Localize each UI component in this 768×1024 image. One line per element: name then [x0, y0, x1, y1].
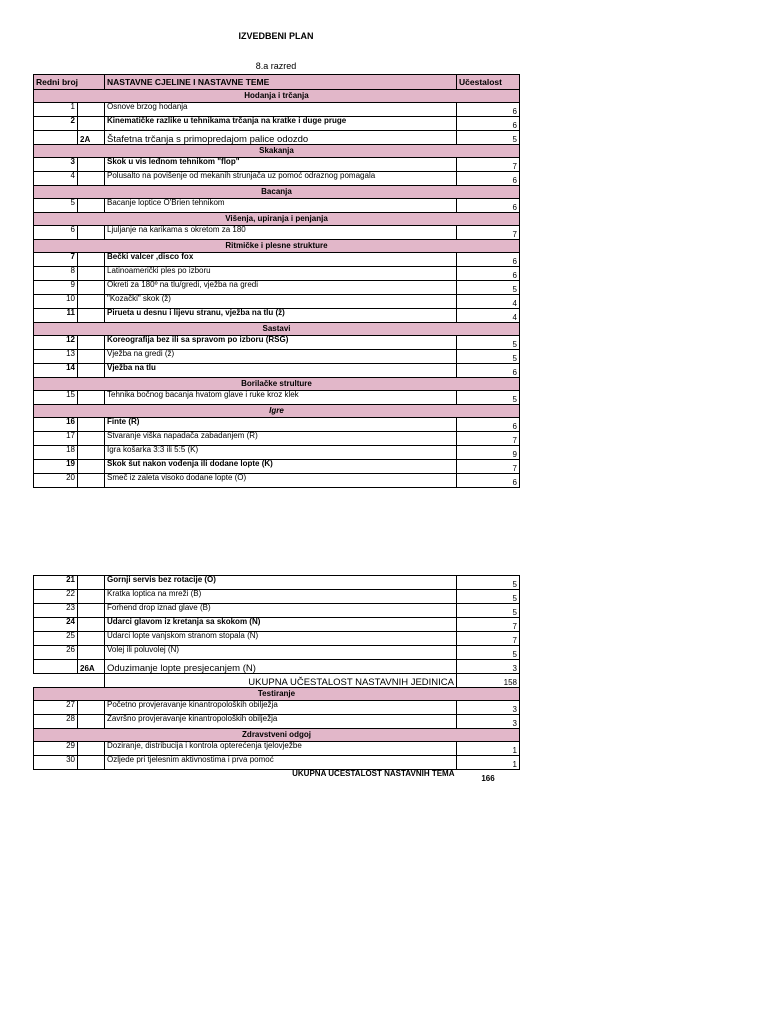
frequency-value: 7: [457, 432, 520, 446]
row-subnumber: [78, 715, 105, 729]
row-number: 9: [34, 281, 78, 295]
frequency-value: 7: [457, 460, 520, 474]
row-subnumber: [78, 226, 105, 240]
section-row: [34, 323, 520, 336]
page-title: IZVEDBENI PLAN: [238, 31, 314, 41]
table-row: [34, 364, 520, 378]
row-subnumber: [78, 309, 105, 323]
section-row: [34, 729, 520, 742]
row-subnumber: [78, 418, 105, 432]
row-subnumber: [78, 590, 105, 604]
section-label: Zdravstveni odgoj: [34, 729, 520, 742]
table-row: [34, 660, 520, 674]
frequency-value: 6: [457, 199, 520, 213]
topic-text: Gornji servis bez rotacije (O): [105, 576, 457, 590]
frequency-value: 5: [457, 590, 520, 604]
table-row: [34, 295, 520, 309]
row-subnumber: [78, 604, 105, 618]
frequency-value: 5: [457, 646, 520, 660]
row-number: 4: [34, 172, 78, 186]
section-label: Igre: [34, 405, 520, 418]
topic-text: Smeč iz zaleta visoko dodane lopte (O): [105, 474, 457, 488]
table-row: [34, 391, 520, 405]
row-subnumber: [78, 742, 105, 756]
table-row: [34, 701, 520, 715]
row-subnumber: [78, 199, 105, 213]
row-number: 14: [34, 364, 78, 378]
row-number: 12: [34, 336, 78, 350]
row-number: 8: [34, 267, 78, 281]
subtotal-spacer: [34, 674, 105, 688]
table-row: [34, 172, 520, 186]
row-number: 24: [34, 618, 78, 632]
row-number: 20: [34, 474, 78, 488]
table-row: [34, 446, 520, 460]
row-subnumber: [78, 158, 105, 172]
section-label: Testiranje: [34, 688, 520, 701]
frequency-value: 9: [457, 446, 520, 460]
frequency-value: 5: [457, 336, 520, 350]
topic-text: Skok šut nakon vođenja ili dodane lopte (K): [105, 460, 457, 474]
row-number: 25: [34, 632, 78, 646]
table-row: [34, 460, 520, 474]
row-number: 17: [34, 432, 78, 446]
table-row: [34, 474, 520, 488]
row-subnumber: [78, 701, 105, 715]
table-row: [34, 253, 520, 267]
frequency-value: 6: [457, 474, 520, 488]
frequency-value: 4: [457, 309, 520, 323]
topic-text: Skok u vis leđnom tehnikom "flop": [105, 158, 457, 172]
table-row: [34, 158, 520, 172]
subtotal-value: 158: [457, 674, 520, 688]
topic-text: Kinematičke razlike u tehnikama trčanja na kratke i duge pruge: [105, 117, 457, 131]
table-row: [34, 336, 520, 350]
table-row: [34, 576, 520, 590]
topic-text: Kratka loptica na mreži (B): [105, 590, 457, 604]
frequency-value: 6: [457, 253, 520, 267]
frequency-value: 5: [457, 576, 520, 590]
row-number: 2: [34, 117, 78, 131]
row-subnumber: [78, 432, 105, 446]
section-label: Sastavi: [34, 323, 520, 336]
topic-text: Završno provjeravanje kinantropoloških obilježja: [105, 715, 457, 729]
topic-text: Ozljede pri tjelesnim aktivnostima i prva pomoć: [105, 756, 457, 770]
frequency-value: 3: [457, 660, 520, 674]
row-number: 23: [34, 604, 78, 618]
table-row: [34, 432, 520, 446]
section-row: [34, 240, 520, 253]
row-subnumber: 26A: [78, 660, 105, 674]
topic-text: Volej ili poluvolej (N): [105, 646, 457, 660]
row-subnumber: [78, 576, 105, 590]
table-row: [34, 756, 520, 770]
topic-text: Forhend drop iznad glave (B): [105, 604, 457, 618]
section-label: Višenja, upiranja i penjanja: [34, 213, 520, 226]
frequency-value: 1: [457, 742, 520, 756]
row-number: 27: [34, 701, 78, 715]
subtotal-label: UKUPNA UČESTALOST NASTAVNIH JEDINICA: [105, 674, 457, 688]
topic-text: Finte (R): [105, 418, 457, 432]
topic-text: Udarci lopte vanjskom stranom stopala (N): [105, 632, 457, 646]
frequency-value: 3: [457, 715, 520, 729]
table-header-row: [34, 75, 520, 90]
row-number: [34, 131, 78, 145]
header-topics: NASTAVNE CJELINE I NASTAVNE TEME: [105, 75, 457, 90]
table-row: [34, 618, 520, 632]
total-label: UKUPNA UČESTALOST NASTAVNIH TEMA: [292, 769, 455, 778]
table-row: [34, 267, 520, 281]
topic-text: Osnove brzog hodanja: [105, 103, 457, 117]
row-subnumber: [78, 460, 105, 474]
frequency-value: 3: [457, 701, 520, 715]
topic-text: Stvaranje viška napadača zabadanjem (R): [105, 432, 457, 446]
row-number: 10: [34, 295, 78, 309]
row-number: 30: [34, 756, 78, 770]
row-subnumber: [78, 350, 105, 364]
topic-text: Polusalto na povišenje od mekanih strunjača uz pomoć odraznog pomagala: [105, 172, 457, 186]
table-row: [34, 418, 520, 432]
header-frequency: Učestalost: [457, 75, 520, 90]
subtotal-row: [34, 674, 520, 688]
row-subnumber: [78, 103, 105, 117]
section-row: [34, 378, 520, 391]
row-subnumber: [78, 632, 105, 646]
table-row: [34, 590, 520, 604]
total-value: 166: [481, 774, 495, 783]
frequency-value: 6: [457, 418, 520, 432]
topic-text: Bečki valcer ,disco fox: [105, 253, 457, 267]
table-row: [34, 604, 520, 618]
plan-table-bottom-body: [34, 576, 520, 784]
plan-table-bottom: [33, 575, 520, 783]
frequency-value: 7: [457, 226, 520, 240]
plan-table-top: [33, 74, 520, 488]
topic-text: Latinoamerički ples po izboru: [105, 267, 457, 281]
topic-text: Okreti za 180º na tlu/gredi, vježba na gredi: [105, 281, 457, 295]
section-row: [34, 186, 520, 199]
row-subnumber: 2A: [78, 131, 105, 145]
row-subnumber: [78, 446, 105, 460]
frequency-value: 6: [457, 364, 520, 378]
table-row: [34, 131, 520, 145]
frequency-value: 7: [457, 632, 520, 646]
table-row: [34, 309, 520, 323]
row-number: [34, 660, 78, 674]
row-number: 11: [34, 309, 78, 323]
table-row: [34, 715, 520, 729]
header-redni-broj: Redni broj: [34, 75, 105, 90]
topic-text: Tehnika bočnog bacanja hvatom glave i ruke kroz klek: [105, 391, 457, 405]
section-label: Hodanja i trčanja: [34, 90, 520, 103]
section-row: [34, 145, 520, 158]
frequency-value: 5: [457, 391, 520, 405]
table-row: [34, 226, 520, 240]
class-subtitle: 8.a razred: [255, 61, 297, 71]
row-number: 3: [34, 158, 78, 172]
row-subnumber: [78, 281, 105, 295]
frequency-value: 7: [457, 618, 520, 632]
table-row: [34, 646, 520, 660]
frequency-value: 5: [457, 281, 520, 295]
section-label: Ritmičke i plesne strukture: [34, 240, 520, 253]
table-row: [34, 742, 520, 756]
row-number: 29: [34, 742, 78, 756]
section-label: Bacanja: [34, 186, 520, 199]
frequency-value: 6: [457, 267, 520, 281]
topic-text: Ljuljanje na karikama s okretom za 180: [105, 226, 457, 240]
frequency-value: 6: [457, 117, 520, 131]
table-row: [34, 199, 520, 213]
row-number: 22: [34, 590, 78, 604]
row-number: 28: [34, 715, 78, 729]
row-subnumber: [78, 474, 105, 488]
topic-text: Udarci glavom iz kretanja sa skokom (N): [105, 618, 457, 632]
row-subnumber: [78, 336, 105, 350]
topic-text: Vježba na gredi (ž): [105, 350, 457, 364]
topic-text: Vježba na tlu: [105, 364, 457, 378]
table-row: [34, 103, 520, 117]
topic-text: Pirueta u desnu i lijevu stranu, vježba na tlu (ž): [105, 309, 457, 323]
topic-text: Oduzimanje lopte presjecanjem (N): [105, 660, 457, 674]
topic-text: Igra košarka 3:3 ili 5:5 (K): [105, 446, 457, 460]
row-number: 16: [34, 418, 78, 432]
row-subnumber: [78, 267, 105, 281]
frequency-value: 1: [457, 756, 520, 770]
frequency-value: 7: [457, 158, 520, 172]
section-row: [34, 405, 520, 418]
row-subnumber: [78, 364, 105, 378]
table-row: [34, 350, 520, 364]
row-subnumber: [78, 253, 105, 267]
row-number: 18: [34, 446, 78, 460]
row-subnumber: [78, 172, 105, 186]
frequency-value: 5: [457, 131, 520, 145]
topic-text: "Kozački" skok (ž): [105, 295, 457, 309]
total-spacer: [34, 770, 105, 784]
row-number: 13: [34, 350, 78, 364]
topic-text: Koreografija bez ili sa spravom po izboru (RSG): [105, 336, 457, 350]
row-number: 15: [34, 391, 78, 405]
row-subnumber: [78, 618, 105, 632]
topic-text: Početno provjeravanje kinantropoloških obilježja: [105, 701, 457, 715]
topic-text: Štafetna trčanja s primopredajom palice odozdo: [105, 131, 457, 145]
frequency-value: 4: [457, 295, 520, 309]
row-number: 26: [34, 646, 78, 660]
section-label: Skakanja: [34, 145, 520, 158]
row-number: 6: [34, 226, 78, 240]
table-row: [34, 632, 520, 646]
section-row: [34, 90, 520, 103]
frequency-value: 5: [457, 350, 520, 364]
frequency-value: 6: [457, 172, 520, 186]
row-number: 21: [34, 576, 78, 590]
plan-table-top-body: [34, 75, 520, 488]
row-subnumber: [78, 756, 105, 770]
topic-text: Bacanje loptice O'Brien tehnikom: [105, 199, 457, 213]
topic-text: Doziranje, distribucija i kontrola opterećenja tjelovježbe: [105, 742, 457, 756]
section-row: [34, 688, 520, 701]
total-row: [34, 770, 520, 784]
table-row: [34, 281, 520, 295]
row-subnumber: [78, 295, 105, 309]
row-subnumber: [78, 391, 105, 405]
row-number: 7: [34, 253, 78, 267]
row-subnumber: [78, 117, 105, 131]
section-label: Borilačke strulture: [34, 378, 520, 391]
row-number: 5: [34, 199, 78, 213]
row-number: 19: [34, 460, 78, 474]
table-row: [34, 117, 520, 131]
row-number: 1: [34, 103, 78, 117]
section-row: [34, 213, 520, 226]
frequency-value: 5: [457, 604, 520, 618]
row-subnumber: [78, 646, 105, 660]
frequency-value: 6: [457, 103, 520, 117]
